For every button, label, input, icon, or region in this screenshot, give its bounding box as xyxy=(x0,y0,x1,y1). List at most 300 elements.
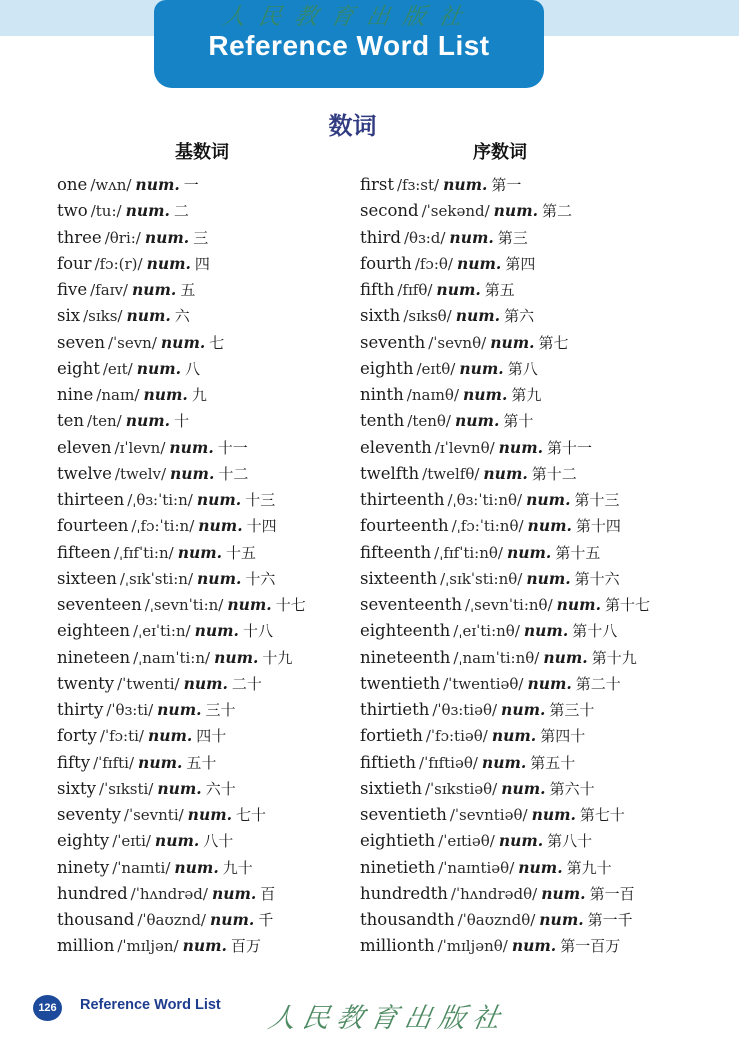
entry-pos: num. xyxy=(456,253,502,273)
word-entry xyxy=(360,540,697,566)
entry-pos: num. xyxy=(157,700,202,719)
entry-word: five xyxy=(57,280,88,299)
word-entry xyxy=(57,225,360,251)
word-entry xyxy=(360,828,697,854)
entry-word: first xyxy=(360,175,394,194)
word-entry xyxy=(360,356,697,382)
entry-word: twenty xyxy=(57,673,115,693)
entry-word: thousandth xyxy=(360,910,455,929)
entry-pos: num. xyxy=(125,411,171,431)
entry-word: second xyxy=(360,201,419,221)
entry-phonetic: /ˌsevnˈti:n/ xyxy=(144,596,224,614)
entry-word: eight xyxy=(57,358,100,378)
entry-word: four xyxy=(57,253,92,273)
word-entry xyxy=(57,487,360,513)
entry-gloss: 第七十 xyxy=(579,806,625,824)
word-entry xyxy=(57,907,360,933)
entry-pos: num. xyxy=(160,332,206,352)
entry-word: seventeen xyxy=(57,595,142,614)
entry-gloss: 七十 xyxy=(236,806,267,824)
word-entry xyxy=(57,645,360,671)
word-entry xyxy=(360,303,697,329)
entry-pos: num. xyxy=(136,358,182,378)
entry-word: fourth xyxy=(360,253,412,273)
entry-gloss: 第四 xyxy=(505,254,536,273)
entry-pos: num. xyxy=(491,726,537,746)
entry-gloss: 十 xyxy=(174,412,190,431)
entry-phonetic: /ˌθɜ:ˈti:n/ xyxy=(127,491,193,509)
word-entry xyxy=(360,618,697,644)
entry-phonetic: /ˌfɪfˈti:n/ xyxy=(113,543,174,562)
entry-gloss: 三十 xyxy=(205,701,236,719)
entry-gloss: 一 xyxy=(183,176,199,194)
ordinal-numbers-column xyxy=(360,141,697,960)
entry-word: eighth xyxy=(360,358,414,378)
publisher-watermark-top: 人民教育出版社 xyxy=(220,4,477,30)
word-entry xyxy=(360,225,697,251)
entry-word: fifth xyxy=(360,280,395,299)
entry-phonetic: /twelfθ/ xyxy=(422,464,480,483)
entry-phonetic: /θri:/ xyxy=(104,228,141,247)
word-entry xyxy=(360,907,697,933)
entry-phonetic: /ˌnaɪnˈti:nθ/ xyxy=(453,648,540,667)
entry-phonetic: /ˈsevnti/ xyxy=(123,806,184,824)
word-entry xyxy=(360,487,697,513)
entry-word: two xyxy=(57,201,88,221)
word-entry xyxy=(57,881,360,907)
entry-word: nine xyxy=(57,385,94,404)
entry-word: third xyxy=(360,227,401,247)
entry-word: ninety xyxy=(57,857,110,877)
entry-gloss: 第二 xyxy=(542,202,573,221)
entry-word: sixtieth xyxy=(360,778,422,798)
header-banner xyxy=(154,0,544,88)
entry-phonetic: /ˈtwenti/ xyxy=(117,674,180,693)
word-entry xyxy=(57,382,360,408)
word-entry xyxy=(57,828,360,854)
entry-gloss: 第一 xyxy=(491,176,522,194)
entry-word: fiftieth xyxy=(360,752,417,772)
word-entry xyxy=(57,697,360,723)
entry-pos: num. xyxy=(177,542,223,562)
entry-pos: num. xyxy=(436,280,481,299)
entry-pos: num. xyxy=(157,778,202,798)
entry-pos: num. xyxy=(131,280,177,299)
word-entry xyxy=(57,802,360,828)
entry-phonetic: /ˈhʌndrədθ/ xyxy=(450,884,538,903)
entry-gloss: 四十 xyxy=(196,727,227,746)
entry-gloss: 第二十 xyxy=(575,674,621,693)
word-entry xyxy=(360,855,697,881)
entry-gloss: 第十四 xyxy=(575,517,621,536)
entry-pos: num. xyxy=(443,175,488,194)
word-entry xyxy=(360,776,697,802)
entry-phonetic: /ˈhʌndrəd/ xyxy=(130,884,208,903)
entry-gloss: 第十九 xyxy=(591,648,637,667)
entry-gloss: 第十三 xyxy=(574,491,620,509)
entry-gloss: 第十一 xyxy=(547,438,593,457)
entry-gloss: 六 xyxy=(174,307,190,326)
entry-gloss: 第九十 xyxy=(566,858,612,877)
entry-phonetic: /θɜ:d/ xyxy=(403,228,446,247)
entry-pos: num. xyxy=(455,411,500,431)
word-entry xyxy=(57,435,360,461)
entry-phonetic: /eɪt/ xyxy=(102,359,133,378)
entry-phonetic: /ˈfɔ:tiəθ/ xyxy=(425,727,488,746)
word-entry xyxy=(360,277,697,303)
entry-word: fifteenth xyxy=(360,542,432,562)
word-entry xyxy=(57,172,360,198)
entry-word: fifty xyxy=(57,752,91,772)
entry-gloss: 十七 xyxy=(275,596,306,614)
entry-pos: num. xyxy=(143,385,188,404)
entry-phonetic: /ˈeɪtiəθ/ xyxy=(438,832,495,851)
entry-phonetic: /tenθ/ xyxy=(407,412,451,431)
entry-gloss: 七 xyxy=(209,333,225,352)
entry-pos: num. xyxy=(138,752,183,772)
entry-gloss: 第一千 xyxy=(587,911,633,929)
word-entry xyxy=(57,251,360,277)
entry-word: fortieth xyxy=(360,726,423,746)
entry-pos: num. xyxy=(125,201,170,221)
entry-phonetic: /ˈfɪftiəθ/ xyxy=(419,753,478,772)
entry-gloss: 第九 xyxy=(511,386,542,404)
entry-pos: num. xyxy=(194,621,239,641)
entry-pos: num. xyxy=(154,831,200,851)
entry-gloss: 二十 xyxy=(231,674,262,693)
entry-phonetic: /ˈsɪkstiəθ/ xyxy=(424,779,498,798)
word-entry xyxy=(360,513,697,539)
entry-phonetic: /tu:/ xyxy=(90,202,122,221)
entry-word: thousand xyxy=(57,910,135,929)
entry-gloss: 第十七 xyxy=(604,596,650,614)
entry-gloss: 第七 xyxy=(538,333,569,352)
entry-word: one xyxy=(57,175,88,194)
entry-gloss: 十四 xyxy=(246,517,277,536)
entry-pos: num. xyxy=(501,700,546,719)
cardinal-column-header: 基数词 xyxy=(175,142,229,163)
entry-gloss: 十八 xyxy=(242,622,273,641)
entry-word: twentieth xyxy=(360,673,441,693)
entry-gloss: 第十八 xyxy=(572,622,618,641)
entry-phonetic: /ɪˈlevnθ/ xyxy=(434,438,495,457)
word-entry xyxy=(57,540,360,566)
word-entry xyxy=(57,198,360,224)
entry-phonetic: /ˈsɪksti/ xyxy=(99,779,154,798)
entry-phonetic: /ˌfɔ:ˈti:nθ/ xyxy=(451,517,524,536)
entry-phonetic: /ˈmɪljən/ xyxy=(117,937,179,956)
entry-word: forty xyxy=(57,726,97,746)
entry-pos: num. xyxy=(182,936,227,956)
entry-gloss: 第五 xyxy=(484,281,515,299)
word-entry xyxy=(57,330,360,356)
entry-pos: num. xyxy=(498,437,543,457)
word-entry xyxy=(57,750,360,776)
word-entry xyxy=(57,566,360,592)
entry-gloss: 九十 xyxy=(222,858,253,877)
entry-word: ten xyxy=(57,411,85,431)
entry-word: hundred xyxy=(57,883,128,903)
word-entry xyxy=(360,198,697,224)
word-entry xyxy=(360,251,697,277)
entry-pos: num. xyxy=(483,463,528,483)
entry-gloss: 第六 xyxy=(504,307,535,326)
entry-pos: num. xyxy=(518,857,563,877)
entry-pos: num. xyxy=(455,306,501,326)
word-entry xyxy=(57,461,360,487)
entry-word: seven xyxy=(57,332,105,352)
entry-pos: num. xyxy=(493,201,538,221)
entry-gloss: 第五十 xyxy=(530,753,576,772)
entry-pos: num. xyxy=(146,253,191,273)
entry-pos: num. xyxy=(490,332,535,352)
entry-phonetic: /wʌn/ xyxy=(90,176,132,194)
section-title: 数词 xyxy=(328,111,377,140)
entry-gloss: 八 xyxy=(185,359,201,378)
entry-gloss: 十五 xyxy=(226,543,257,562)
entry-phonetic: /naɪnθ/ xyxy=(406,386,459,404)
entry-gloss: 百万 xyxy=(230,937,261,956)
entry-phonetic: /ˌsevnˈti:nθ/ xyxy=(465,596,553,614)
entry-phonetic: /fɪfθ/ xyxy=(397,281,433,299)
entry-word: nineteen xyxy=(57,647,131,667)
word-entry xyxy=(360,435,697,461)
entry-phonetic: /ˈθaʊzndθ/ xyxy=(457,911,536,929)
footer-title: Reference Word List xyxy=(80,997,221,1013)
entry-phonetic: /fɔ:(r)/ xyxy=(94,254,143,273)
cardinal-numbers-column xyxy=(57,141,360,960)
entry-phonetic: /ˈfɔ:ti/ xyxy=(99,727,144,746)
entry-phonetic: /ˈfɪfti/ xyxy=(93,753,135,772)
entry-pos: num. xyxy=(196,490,242,509)
entry-pos: num. xyxy=(531,805,576,824)
word-entry xyxy=(360,592,697,618)
entry-phonetic: /ˈsevntiəθ/ xyxy=(449,806,528,824)
word-entry xyxy=(57,723,360,749)
entry-gloss: 第一百 xyxy=(589,884,635,903)
word-entry xyxy=(57,356,360,382)
entry-phonetic: /ˌfɔ:ˈti:n/ xyxy=(131,517,195,536)
entry-pos: num. xyxy=(126,306,171,326)
entry-pos: num. xyxy=(197,568,242,588)
entry-phonetic: /naɪn/ xyxy=(96,386,140,404)
entry-word: sixteenth xyxy=(360,568,438,588)
entry-word: eighteen xyxy=(57,621,131,641)
entry-word: millionth xyxy=(360,936,435,956)
entry-word: thirteenth xyxy=(360,490,445,509)
entry-pos: num. xyxy=(511,936,557,956)
entry-gloss: 六十 xyxy=(205,779,236,798)
word-list-columns xyxy=(57,141,697,960)
word-entry xyxy=(57,408,360,434)
entry-pos: num. xyxy=(209,910,255,929)
entry-gloss: 千 xyxy=(258,911,274,929)
entry-word: twelfth xyxy=(360,463,420,483)
publisher-watermark-bottom: 人民教育出版社 xyxy=(265,1003,510,1034)
entry-phonetic: /ˈnaɪnti/ xyxy=(112,858,171,877)
entry-phonetic: /ˌsɪkˈsti:nθ/ xyxy=(440,569,523,588)
word-entry xyxy=(57,618,360,644)
entry-gloss: 三 xyxy=(193,228,209,247)
entry-pos: num. xyxy=(501,778,546,798)
entry-pos: num. xyxy=(556,595,601,614)
entry-gloss: 十二 xyxy=(218,464,249,483)
word-entry xyxy=(57,592,360,618)
entry-phonetic: /twelv/ xyxy=(114,464,167,483)
entry-pos: num. xyxy=(169,437,214,457)
entry-word: six xyxy=(57,306,81,326)
entry-phonetic: /ˈnaɪntiəθ/ xyxy=(438,858,515,877)
entry-pos: num. xyxy=(527,516,572,536)
entry-gloss: 第十二 xyxy=(531,464,577,483)
entry-phonetic: /eɪtθ/ xyxy=(416,359,456,378)
word-entry xyxy=(360,330,697,356)
entry-gloss: 十六 xyxy=(245,569,276,588)
entry-word: tenth xyxy=(360,411,405,431)
entry-phonetic: /ˈθɜ:tiəθ/ xyxy=(432,701,498,719)
entry-word: nineteenth xyxy=(360,647,451,667)
entry-gloss: 十一 xyxy=(217,438,248,457)
entry-gloss: 十九 xyxy=(262,648,293,667)
entry-pos: num. xyxy=(147,726,193,746)
word-entry xyxy=(360,881,697,907)
entry-pos: num. xyxy=(543,647,588,667)
word-entry xyxy=(360,723,697,749)
word-entry xyxy=(360,566,697,592)
ordinal-column-header: 序数词 xyxy=(473,142,527,163)
word-entry xyxy=(360,750,697,776)
entry-word: thirty xyxy=(57,700,104,719)
entry-gloss: 第四十 xyxy=(540,727,586,746)
word-entry xyxy=(57,933,360,959)
entry-pos: num. xyxy=(211,883,257,903)
entry-gloss: 第十 xyxy=(503,412,534,431)
entry-pos: num. xyxy=(144,227,190,247)
entry-phonetic: /ˌnaɪnˈti:n/ xyxy=(133,648,211,667)
word-entry xyxy=(360,172,697,198)
entry-word: fourteenth xyxy=(360,516,449,536)
entry-pos: num. xyxy=(481,752,527,772)
entry-pos: num. xyxy=(135,175,180,194)
entry-word: seventieth xyxy=(360,805,447,824)
entry-pos: num. xyxy=(198,516,243,536)
entry-pos: num. xyxy=(527,673,572,693)
entry-word: sixty xyxy=(57,778,97,798)
ordinal-entries xyxy=(360,172,697,960)
entry-pos: num. xyxy=(459,358,504,378)
entry-phonetic: /ten/ xyxy=(87,412,122,431)
word-entry xyxy=(360,408,697,434)
entry-pos: num. xyxy=(526,490,571,509)
entry-gloss: 百 xyxy=(260,884,276,903)
entry-word: eighteenth xyxy=(360,621,451,641)
word-entry xyxy=(360,802,697,828)
word-entry xyxy=(360,697,697,723)
entry-phonetic: /ˈθaʊznd/ xyxy=(137,911,206,929)
entry-pos: num. xyxy=(449,227,494,247)
word-entry xyxy=(360,461,697,487)
entry-pos: num. xyxy=(526,568,571,588)
entry-word: ninth xyxy=(360,385,404,404)
entry-pos: num. xyxy=(463,385,508,404)
entry-pos: num. xyxy=(227,595,272,614)
entry-phonetic: /ˈsevnθ/ xyxy=(428,333,487,352)
entry-gloss: 五十 xyxy=(186,753,217,772)
entry-pos: num. xyxy=(183,673,228,693)
entry-pos: num. xyxy=(506,542,552,562)
entry-word: seventh xyxy=(360,332,426,352)
entry-gloss: 第一百万 xyxy=(560,937,621,956)
cardinal-entries xyxy=(57,172,360,960)
entry-phonetic: /ˈsevn/ xyxy=(107,333,157,352)
entry-phonetic: /sɪksθ/ xyxy=(403,307,452,326)
entry-phonetic: /ˌeɪˈti:nθ/ xyxy=(453,622,520,641)
entry-gloss: 九 xyxy=(191,386,207,404)
entry-gloss: 第十五 xyxy=(555,543,601,562)
entry-gloss: 五 xyxy=(180,281,196,299)
entry-word: eighty xyxy=(57,831,110,851)
page-title: Reference Word List xyxy=(208,30,490,61)
entry-phonetic: /ˈsekənd/ xyxy=(421,202,490,221)
entry-gloss: 十三 xyxy=(245,491,276,509)
entry-phonetic: /ˈθɜ:ti/ xyxy=(106,701,154,719)
entry-phonetic: /ˌθɜ:ˈti:nθ/ xyxy=(447,491,523,509)
word-entry xyxy=(57,855,360,881)
entry-gloss: 第三 xyxy=(497,228,528,247)
entry-phonetic: /fɜ:st/ xyxy=(397,176,440,194)
entry-phonetic: /ˌeɪˈti:n/ xyxy=(133,622,191,641)
entry-phonetic: /ˈmɪljənθ/ xyxy=(437,937,508,956)
word-entry xyxy=(360,645,697,671)
entry-phonetic: /ɪˈlevn/ xyxy=(114,438,166,457)
entry-phonetic: /ˌsɪkˈsti:n/ xyxy=(119,569,194,588)
entry-pos: num. xyxy=(523,621,569,641)
entry-pos: num. xyxy=(170,463,215,483)
word-entry xyxy=(57,776,360,802)
entry-word: thirtieth xyxy=(360,700,430,719)
word-entry xyxy=(360,933,697,959)
entry-pos: num. xyxy=(187,805,233,824)
entry-word: three xyxy=(57,227,102,247)
entry-phonetic: /ˈtwentiəθ/ xyxy=(443,674,524,693)
entry-gloss: 二 xyxy=(173,202,189,221)
word-entry xyxy=(57,513,360,539)
entry-word: thirteen xyxy=(57,490,125,509)
entry-pos: num. xyxy=(214,647,259,667)
entry-pos: num. xyxy=(174,857,219,877)
word-entry xyxy=(57,303,360,329)
entry-word: eleven xyxy=(57,437,112,457)
entry-gloss: 第三十 xyxy=(549,701,595,719)
entry-word: million xyxy=(57,936,115,956)
page-footer xyxy=(0,988,739,1044)
entry-gloss: 八十 xyxy=(203,832,234,851)
entry-word: hundredth xyxy=(360,883,448,903)
entry-phonetic: /ˌfɪfˈti:nθ/ xyxy=(434,543,503,562)
entry-word: twelve xyxy=(57,463,112,483)
entry-word: ninetieth xyxy=(360,857,436,877)
entry-word: seventy xyxy=(57,805,121,824)
entry-gloss: 第八十 xyxy=(547,832,593,851)
entry-gloss: 四 xyxy=(194,254,210,273)
word-entry xyxy=(57,277,360,303)
entry-pos: num. xyxy=(541,883,586,903)
entry-gloss: 第十六 xyxy=(574,569,620,588)
word-entry xyxy=(57,671,360,697)
entry-word: fifteen xyxy=(57,542,111,562)
entry-phonetic: /fɔ:θ/ xyxy=(414,254,453,273)
entry-pos: num. xyxy=(539,910,584,929)
